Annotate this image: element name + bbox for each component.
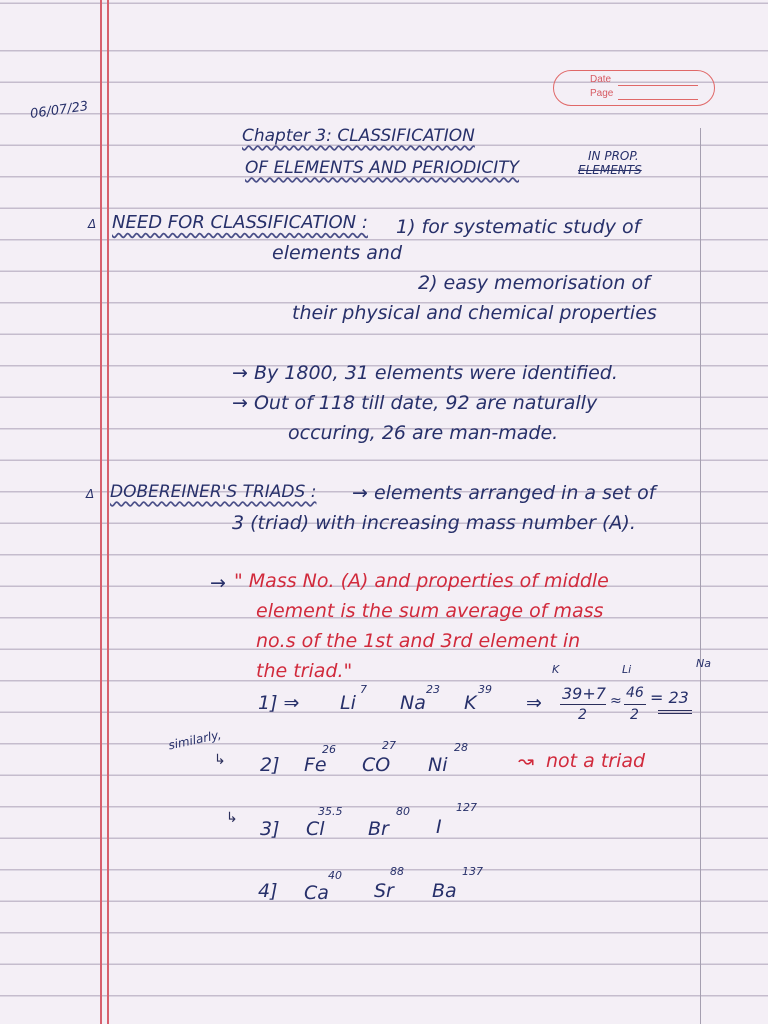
- triad-2-element-2: CO: [362, 754, 391, 776]
- need-heading: NEED FOR CLASSIFICATION :: [112, 212, 368, 233]
- result-underline-2: [658, 713, 692, 714]
- triad-1-element-1: Li: [340, 692, 356, 714]
- triad-2-mass-1: 26: [322, 743, 336, 756]
- calc-mid-numerator: 46: [626, 685, 644, 701]
- triad-4-mass-3: 137: [462, 865, 483, 878]
- need-point1-a: 1) for systematic study of: [396, 216, 641, 238]
- calc-top-na: Na: [696, 657, 711, 670]
- stamp-page-label: Page: [590, 88, 614, 99]
- triad-4-element-1: Ca: [304, 882, 329, 904]
- triad-1-mass-2: 23: [426, 683, 440, 696]
- triad-3-label: 3]: [260, 818, 280, 840]
- fact-2a: → Out of 118 till date, 92 are naturally: [232, 392, 598, 414]
- triad-1-mass-3: 39: [478, 683, 492, 696]
- similarly-note: similarly,: [167, 727, 223, 753]
- triad-2-mass-3: 28: [454, 741, 468, 754]
- law-line-c: no.s of the 1st and 3rd element in: [256, 630, 581, 652]
- fact-1-text: By 1800, 31 elements were identified.: [253, 362, 618, 384]
- triad-4-element-2: Sr: [374, 880, 394, 902]
- triad-1-element-3: K: [464, 692, 477, 714]
- triad-4-mass-1: 40: [328, 869, 342, 882]
- result-underline-1: [658, 710, 692, 711]
- triad-3-mass-1: 35.5: [318, 805, 343, 818]
- triad-2-element-1: Fe: [304, 754, 327, 776]
- need-point1-b: elements and: [272, 242, 403, 264]
- law-line-a: " Mass No. (A) and properties of middle: [234, 570, 609, 592]
- triad-2-label: 2]: [260, 754, 280, 776]
- calc-approx: ≈: [610, 693, 622, 709]
- triad-1-element-2: Na: [400, 692, 426, 714]
- triad-4-mass-2: 88: [390, 865, 404, 878]
- fact-2a-text: Out of 118 till date, 92 are naturally: [253, 392, 598, 414]
- calc-numerator: 39+7: [562, 684, 606, 703]
- triad-3-element-3: I: [436, 816, 442, 838]
- triad-2-mass-2: 27: [382, 739, 396, 752]
- fact-1: → By 1800, 31 elements were identified.: [232, 362, 618, 384]
- chapter-title-line1: Chapter 3: CLASSIFICATION: [242, 126, 475, 146]
- stamp-date-line: [618, 85, 698, 86]
- title-struck-word: ELEMENTS: [578, 163, 642, 177]
- not-a-triad-arrow: ↝: [518, 750, 534, 772]
- dobereiner-heading: DOBEREINER'S TRIADS :: [110, 482, 317, 502]
- law-line-d: the triad.": [256, 660, 353, 682]
- triangle-bullet-2: Δ: [86, 487, 95, 501]
- written-date: 06/07/23: [29, 99, 90, 122]
- left-margin-line: [100, 0, 102, 1024]
- date-page-stamp: [553, 70, 715, 106]
- triad-3-mass-3: 127: [456, 801, 477, 814]
- need-point2-b: their physical and chemical properties: [292, 302, 657, 324]
- calc-result: = 23: [650, 688, 689, 707]
- triad-3-arrow: ↳: [226, 810, 238, 826]
- law-line-b: element is the sum average of mass: [256, 600, 604, 622]
- dobereiner-desc-b: 3 (triad) with increasing mass number (A).: [232, 512, 636, 534]
- law-arrow: →: [210, 572, 226, 594]
- triad-4-element-3: Ba: [432, 880, 457, 902]
- triangle-bullet-1: Δ: [88, 217, 97, 231]
- right-margin-line: [700, 128, 701, 1024]
- title-insert: IN PROP.: [588, 149, 639, 163]
- left-margin-line-inner: [107, 0, 109, 1024]
- triad-1-mass-1: 7: [360, 683, 367, 696]
- stamp-page-line: [618, 99, 698, 100]
- stamp-date-label: Date: [590, 74, 612, 85]
- triad-4-label: 4]: [258, 880, 278, 902]
- calc-mid-bar: [624, 704, 646, 705]
- calc-fraction-bar: [560, 704, 606, 705]
- triad-1-label: 1] ⇒: [258, 692, 300, 714]
- need-point2-a: 2) easy memorisation of: [418, 272, 650, 294]
- calc-implies: ⇒: [526, 692, 542, 714]
- triad-3-element-2: Br: [368, 818, 389, 840]
- not-a-triad-note: not a triad: [546, 750, 646, 772]
- triad-2-element-3: Ni: [428, 754, 448, 776]
- similarly-arrow: ↳: [214, 752, 226, 768]
- fact-2b: occuring, 26 are man-made.: [288, 422, 559, 444]
- dobereiner-desc-a: → elements arranged in a set of: [352, 482, 656, 504]
- triad-3-mass-2: 80: [396, 805, 410, 818]
- calc-mid-denominator: 2: [630, 707, 639, 723]
- calc-top-k: K: [552, 663, 560, 676]
- chapter-title-line2: OF ELEMENTS AND PERIODICITY: [245, 158, 520, 178]
- calc-top-li: Li: [622, 663, 632, 676]
- calc-denominator: 2: [578, 707, 587, 723]
- triad-3-element-1: Cl: [306, 818, 325, 840]
